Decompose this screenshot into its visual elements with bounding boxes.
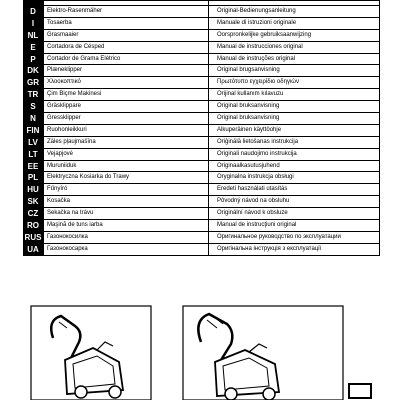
product-name-cell: Çim Biçme Makinesi [43, 89, 209, 100]
product-name-cell: Sekačka na trávu [43, 208, 209, 219]
language-code-badge: FIN [23, 125, 43, 136]
table-row [23, 149, 380, 161]
left-mower-cable [97, 342, 113, 350]
mower-drawing [23, 298, 380, 400]
manual-title-cell: Originali naudojimo instrukcija [209, 149, 380, 160]
language-code-badge: HU [23, 184, 43, 195]
language-code-badge: LV [23, 137, 43, 148]
manual-title-cell: Original brugsanvisning [209, 65, 380, 76]
right-mower-wheel [263, 388, 275, 400]
manual-title-cell: Original bruksanvisning [209, 101, 380, 112]
manual-title-cell: Manuale di istruzioni originale [209, 18, 380, 29]
mower-illustrations [23, 298, 380, 400]
language-code-badge: PL [23, 172, 43, 183]
table-row [23, 18, 380, 30]
table-row [23, 244, 380, 256]
table-row [23, 232, 380, 244]
left-mower-handle [51, 316, 80, 358]
table-row [23, 196, 380, 208]
product-name-cell: Elektryczna Kosiarka do Trawy [43, 172, 209, 183]
language-table [23, 0, 380, 256]
manual-title-cell: Alkuperäinen käyttöohje [209, 125, 380, 136]
product-name-cell: Χλοοκοπτικό [43, 77, 209, 88]
manual-title-cell: Manual de instruções original [209, 54, 380, 65]
product-name-cell: Muruniiduk [43, 161, 209, 172]
language-code-badge: D [23, 6, 43, 17]
manual-title-cell: Original bruksanvisning [209, 113, 380, 124]
table-row [23, 77, 380, 89]
manual-title-cell: Manual de instrucciones original [209, 42, 380, 53]
manual-title-cell: Oriģinālā lietošanas instrukcija [209, 137, 380, 148]
language-code-badge: S [23, 101, 43, 112]
product-name-cell: Vejapjovė [43, 149, 209, 160]
table-row [23, 113, 380, 125]
manual-title-cell: Πρωτότυπο εγχειρίδιο οδηγιών [209, 77, 380, 88]
language-code-badge: LT [23, 149, 43, 160]
table-row [23, 184, 380, 196]
product-name-cell [43, 1, 209, 5]
table-row [23, 30, 380, 42]
table-row [23, 42, 380, 54]
manual-title-cell: Manual de instrucţiuni original [209, 220, 380, 231]
language-code-badge: SK [23, 196, 43, 207]
product-name-cell: Газонокосарка [43, 244, 209, 255]
product-name-cell: Газонокосилка [43, 232, 209, 243]
language-code-badge: N [23, 113, 43, 124]
language-code-badge: RUS [24, 232, 42, 242]
manual-title-cell: Оригінальна інструкція з експлуатації [209, 244, 380, 255]
language-code-badge [23, 1, 43, 5]
table-row [23, 208, 380, 220]
language-code-badge: UA [23, 244, 43, 255]
table-row [23, 65, 380, 77]
product-name-cell: Fűnyíró [43, 184, 209, 195]
manual-title-cell: Originální návod k obsluze [209, 208, 380, 219]
product-name-cell: Cortadora de Césped [43, 42, 209, 53]
table-row [23, 137, 380, 149]
language-code-badge: GR [23, 77, 43, 88]
product-name-cell: Elektro-Rasenmäher [43, 6, 209, 17]
table-row [23, 6, 380, 18]
table-row [23, 172, 380, 184]
table-row [23, 125, 380, 137]
product-name-cell: Tosaerba [43, 18, 209, 29]
product-name-cell: Ruohonleikkuri [43, 125, 209, 136]
product-name-cell: Zāles pļaujmašīna [43, 137, 209, 148]
language-code-badge: P [23, 54, 43, 65]
product-name-cell: Gressklipper [43, 113, 209, 124]
manual-title-cell: Оригинальное руководство по эксплуатации [209, 232, 380, 243]
language-code-badge: TR [23, 89, 43, 100]
left-mower-wheel [75, 386, 87, 398]
table-row [23, 101, 380, 113]
manual-title-cell: Eredeti használati utasítás [209, 184, 380, 195]
language-code-badge: E [23, 42, 43, 53]
manual-title-cell [209, 1, 380, 5]
table-row [23, 220, 380, 232]
table-row [23, 54, 380, 66]
product-name-cell: Kosačka [43, 196, 209, 207]
right-handle-grip [207, 316, 223, 328]
corner-box [349, 384, 371, 398]
manual-title-cell: Oryginalna instrukcja obsługi [209, 172, 380, 183]
language-code-badge: I [23, 18, 43, 29]
right-mower-cable [249, 344, 267, 352]
language-code-badge: RO [23, 220, 43, 231]
language-code-badge: DK [23, 65, 43, 76]
language-code-badge: CZ [23, 208, 43, 219]
product-name-cell: Cortador de Grama Elétrico [43, 54, 209, 65]
table-row [23, 89, 380, 101]
manual-title-cell: Orijinal kullanım kılavuzu [209, 89, 380, 100]
product-name-cell: Gräsklippare [43, 101, 209, 112]
right-mower-wheel [225, 388, 237, 400]
left-handle-grip [59, 318, 73, 328]
product-name-cell: Grasmaaier [43, 30, 209, 41]
manual-title-cell: Oorspronkelijke gebruiksaanwijzing [209, 30, 380, 41]
language-code-badge: NL [23, 30, 43, 41]
table-row [23, 161, 380, 173]
manual-title-cell: Original-Bedienungsanleitung [209, 6, 380, 17]
product-name-cell: Plæneklipper [43, 65, 209, 76]
right-mower-handle [198, 314, 232, 360]
manual-title-cell: Pôvodný návod na obsluhu [209, 196, 380, 207]
product-name-cell: Maşină de tuns iarba [43, 220, 209, 231]
left-mower-wheel [109, 386, 121, 398]
language-code-badge: EE [23, 161, 43, 172]
manual-title-cell: Originaalkasutusjuhend [209, 161, 380, 172]
